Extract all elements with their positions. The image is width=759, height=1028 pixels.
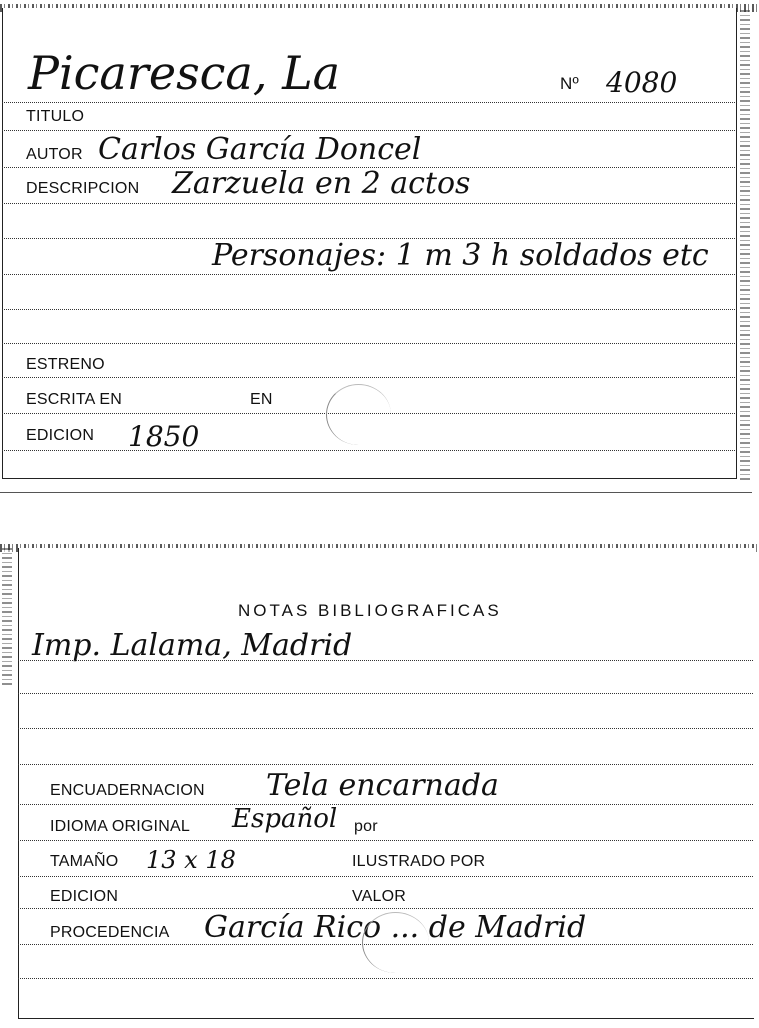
autor-value: Carlos García Doncel — [98, 132, 422, 167]
rule-title — [2, 102, 735, 103]
punch-hole-mark — [326, 384, 391, 445]
edicion-label: EDICION — [26, 427, 95, 444]
en-label: EN — [250, 391, 273, 408]
autor-label: AUTOR — [26, 146, 83, 163]
rule-blank-2 — [2, 274, 735, 275]
edicion-back-label: EDICION — [50, 888, 119, 905]
edicion-value: 1850 — [128, 420, 200, 453]
number-value: 4080 — [606, 66, 678, 99]
notes-value: Imp. Lalama, Madrid — [32, 628, 353, 663]
encuadernacion-label: ENCUADERNACION — [50, 782, 205, 799]
encuadernacion-value: Tela encarnada — [266, 768, 499, 803]
idioma-label: IDIOMA ORIGINAL — [50, 818, 190, 835]
valor-label: VALOR — [352, 888, 407, 905]
rule-blank-4 — [2, 343, 735, 344]
tamano-label: TAMAÑO — [50, 853, 119, 870]
rule-edicion — [2, 450, 735, 451]
rule-idioma — [18, 840, 753, 841]
punch-hole-mark-back — [362, 912, 429, 973]
procedencia-label: PROCEDENCIA — [50, 924, 170, 941]
rule-estreno — [2, 377, 735, 378]
rule-titulo — [2, 130, 735, 131]
descripcion-value: Zarzuela en 2 actos — [172, 166, 471, 201]
por-label: por — [354, 818, 378, 835]
card-back-side-edge — [2, 548, 12, 688]
rule-blank-3 — [2, 309, 735, 310]
rule-notes-2 — [18, 693, 753, 694]
rule-edicion-back — [18, 908, 753, 909]
number-label: Nº — [560, 74, 579, 93]
rule-descripcion — [2, 203, 735, 204]
ilustrado-label: ILUSTRADO POR — [352, 853, 486, 870]
descripcion-label: DESCRIPCION — [26, 180, 140, 197]
rule-notes-1 — [18, 660, 753, 661]
rule-blank-back — [18, 978, 753, 979]
card-front-bottom-edge — [0, 492, 752, 493]
rule-encuadernacion — [18, 804, 753, 805]
estreno-label: ESTRENO — [26, 356, 105, 373]
titulo-label: TITULO — [26, 108, 85, 125]
escrita-en-label: ESCRITA EN — [26, 391, 122, 408]
procedencia-value: García Rico ... de Madrid — [204, 910, 587, 945]
title-value: Picaresca, La — [28, 46, 341, 100]
notes-heading: NOTAS BIBLIOGRAFICAS — [238, 601, 502, 620]
idioma-value: Español — [232, 804, 338, 834]
rule-notes-3 — [18, 728, 753, 729]
tamano-value: 13 x 18 — [146, 846, 236, 874]
rule-tamano — [18, 876, 753, 877]
rule-notes-4 — [18, 764, 753, 765]
card-front-side-edge — [740, 10, 750, 480]
descripcion-extra: Personajes: 1 m 3 h soldados etc — [212, 238, 709, 273]
